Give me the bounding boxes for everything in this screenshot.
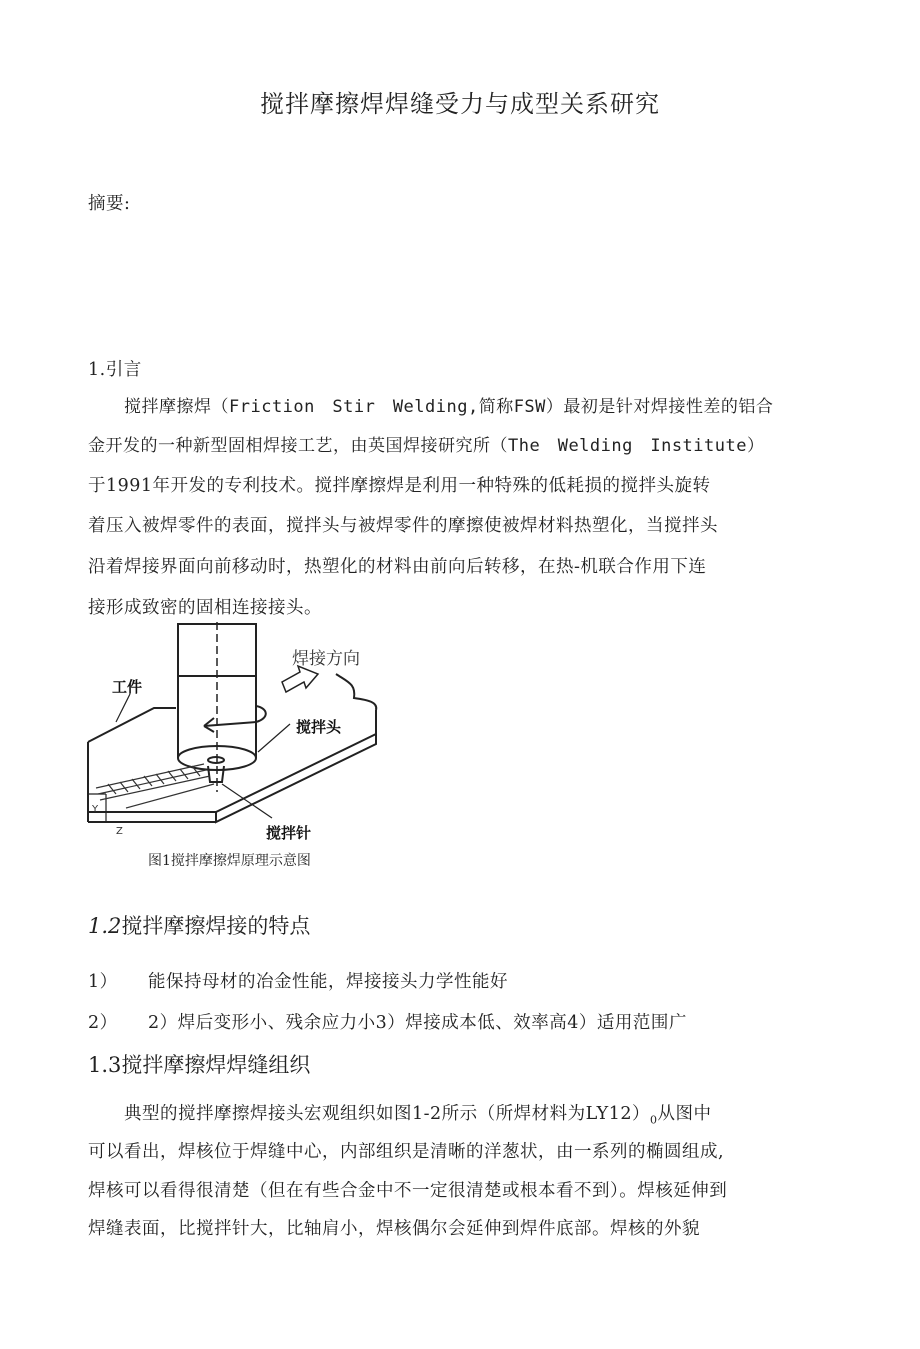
intro-line-2: 金开发的一种新型固相焊接工艺，由英国焊接研究所（The Welding Institute） bbox=[88, 436, 765, 456]
stir-pin-top bbox=[208, 757, 224, 763]
label-workpiece: 工件 bbox=[112, 678, 143, 696]
axis-y-label: Y bbox=[92, 804, 99, 815]
workpiece-break-edge bbox=[336, 674, 376, 710]
abstract-label: 摘要: bbox=[88, 194, 131, 214]
workpiece-edge-top-left bbox=[88, 708, 176, 742]
stir-pin bbox=[208, 766, 224, 782]
sec13-line-4: 焊缝表面，比搅拌针大，比轴肩小，焊核偶尔会延伸到焊件底部。焊核的外貌 bbox=[88, 1219, 700, 1239]
sec13-line-1-text: 典型的搅拌摩擦焊接头宏观组织如图1-2所示（所焊材料为LY12） bbox=[124, 1104, 651, 1124]
label-stir-head: 搅拌头 bbox=[296, 718, 342, 736]
fsw-diagram bbox=[86, 622, 386, 850]
feature-2-number: 2） bbox=[88, 1013, 118, 1033]
welding-direction-arrow bbox=[282, 666, 318, 692]
intro-line-4: 着压入被焊零件的表面，搅拌头与被焊零件的摩擦使被焊材料热塑化，当搅拌头 bbox=[88, 516, 718, 536]
intro-line-1: 搅拌摩擦焊（Friction Stir Welding,简称FSW）最初是针对焊接性差的铝合 bbox=[124, 397, 774, 417]
section-1-3-heading: 1.3搅拌摩擦焊焊缝组织 bbox=[88, 1053, 311, 1077]
label-stir-pin: 搅拌针 bbox=[266, 824, 312, 842]
section-1-2-number: 1.2 bbox=[88, 914, 122, 938]
section-1-heading: 1.引言 bbox=[88, 360, 142, 380]
axis-z-label: Z bbox=[116, 826, 123, 837]
figure-caption: 图1搅拌摩擦焊原理示意图 bbox=[148, 853, 311, 869]
section-1-2-title: 搅拌摩擦焊接的特点 bbox=[121, 914, 311, 938]
weld-seam bbox=[96, 764, 214, 808]
label-welding-direction: 焊接方向 bbox=[292, 649, 360, 669]
sec13-line-3: 焊核可以看得很清楚（但在有些合金中不一定很清楚或根本看不到）。焊核延伸到 bbox=[88, 1181, 728, 1201]
feature-2-text: 2）焊后变形小、残余应力小3）焊接成本低、效率高4）适用范围广 bbox=[148, 1013, 687, 1033]
intro-line-5: 沿着焊接界面向前移动时，热塑化的材料由前向后转移，在热-机联合作用下连 bbox=[88, 557, 707, 577]
intro-line-3: 于1991年开发的专利技术。搅拌摩擦焊是利用一种特殊的低耗损的搅拌头旋转 bbox=[88, 476, 711, 496]
leader-workpiece bbox=[116, 694, 130, 722]
feature-1-number: 1） bbox=[88, 972, 118, 992]
sec13-line-1-tail: 从图中 bbox=[657, 1104, 712, 1124]
document-title: 搅拌摩擦焊焊缝受力与成型关系研究 bbox=[260, 90, 660, 118]
intro-line-6: 接形成致密的固相连接接头。 bbox=[88, 598, 322, 618]
sec13-line-1 bbox=[124, 1100, 712, 1127]
sec13-subscript: 0 bbox=[650, 1113, 658, 1127]
sec13-line-2: 可以看出，焊核位于焊缝中心，内部组织是清晰的洋葱状，由一系列的椭圆组成, bbox=[88, 1142, 725, 1162]
workpiece-thickness-right bbox=[216, 734, 376, 822]
section-1-2-heading bbox=[88, 910, 310, 940]
leader-head bbox=[258, 724, 290, 752]
feature-1-text: 能保持母材的冶金性能，焊接接头力学性能好 bbox=[148, 972, 508, 992]
fsw-principle-figure bbox=[86, 622, 386, 850]
